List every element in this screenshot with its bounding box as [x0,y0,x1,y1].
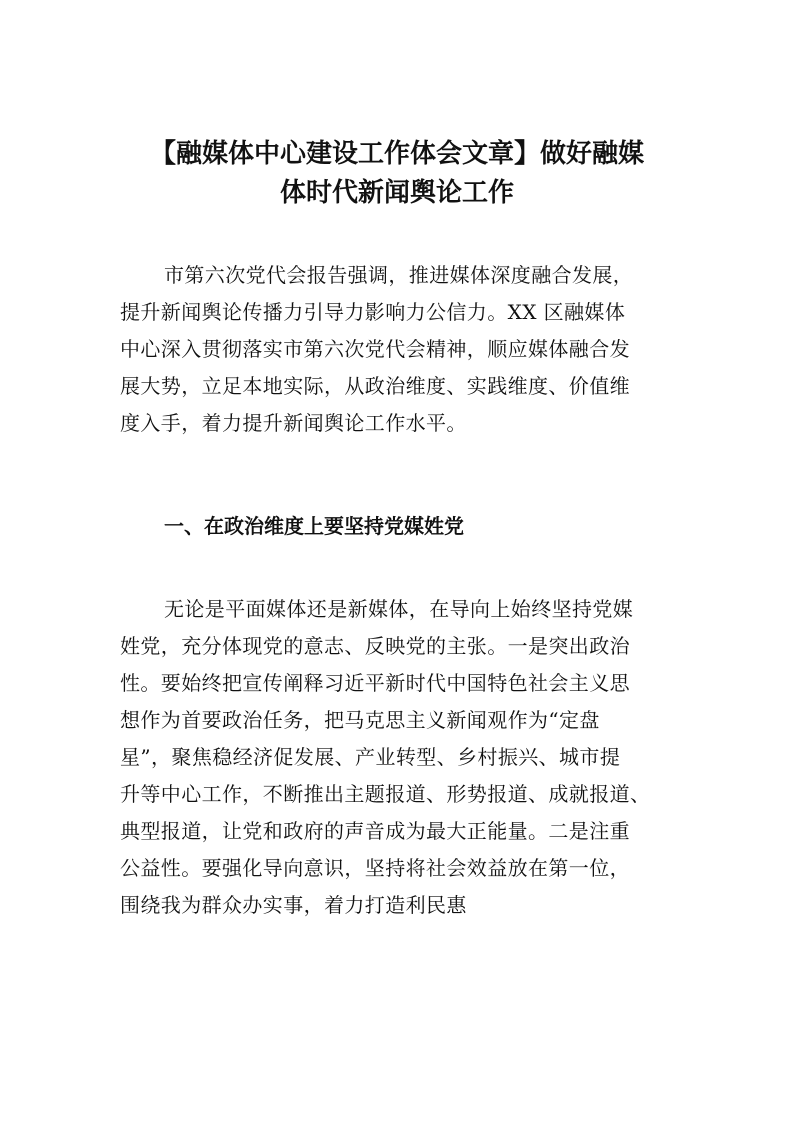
intro-paragraph [120,257,700,442]
paragraph-line: 提升新闻舆论传播力引导力影响力公信力。XX 区融媒体 [120,300,626,324]
paragraph-line: 市第六次党代会报告强调，推进媒体深度融合发展， [164,263,634,287]
paragraph-line: 姓党，充分体现党的意志、反映党的主张。一是突出政治 [120,634,630,658]
section-heading: 一、在政治维度上要坚持党媒姓党 [164,514,464,538]
paragraph-line: 围绕我为群众办实事，着力打造利民惠 [120,893,467,917]
title-line: 体时代新闻舆论工作 [279,178,514,208]
paragraph-line: 度入手，着力提升新闻舆论工作水平。 [120,411,467,435]
paragraph-line: 公益性。要强化导向意识，坚持将社会效益放在第一位， [120,856,630,880]
paragraph-line: 想作为首要政治任务，把马克思主义新闻观作为“定盘 [120,708,600,732]
paragraph-line: 展大势，立足本地实际，从政治维度、实践维度、价值维 [120,374,630,398]
paragraph-line: 性。要始终把宣传阐释习近平新时代中国特色社会主义思 [120,671,630,695]
paragraph-line: 无论是平面媒体还是新媒体，在导向上始终坚持党媒 [164,597,634,621]
paragraph-line: 典型报道，让党和政府的声音成为最大正能量。二是注重 [120,819,630,843]
body-paragraph [120,591,700,924]
paragraph-line: 星”，聚焦稳经济促发展、产业转型、乡村振兴、城市提 [120,745,621,769]
document-title [97,135,697,213]
paragraph-line: 升等中心工作，不断推出主题报道、形势报道、成就报道、 [120,782,651,806]
paragraph-line: 中心深入贯彻落实市第六次党代会精神，顺应媒体融合发 [120,337,630,361]
title-line: 【融媒体中心建设工作体会文章】做好融媒 [149,139,644,169]
